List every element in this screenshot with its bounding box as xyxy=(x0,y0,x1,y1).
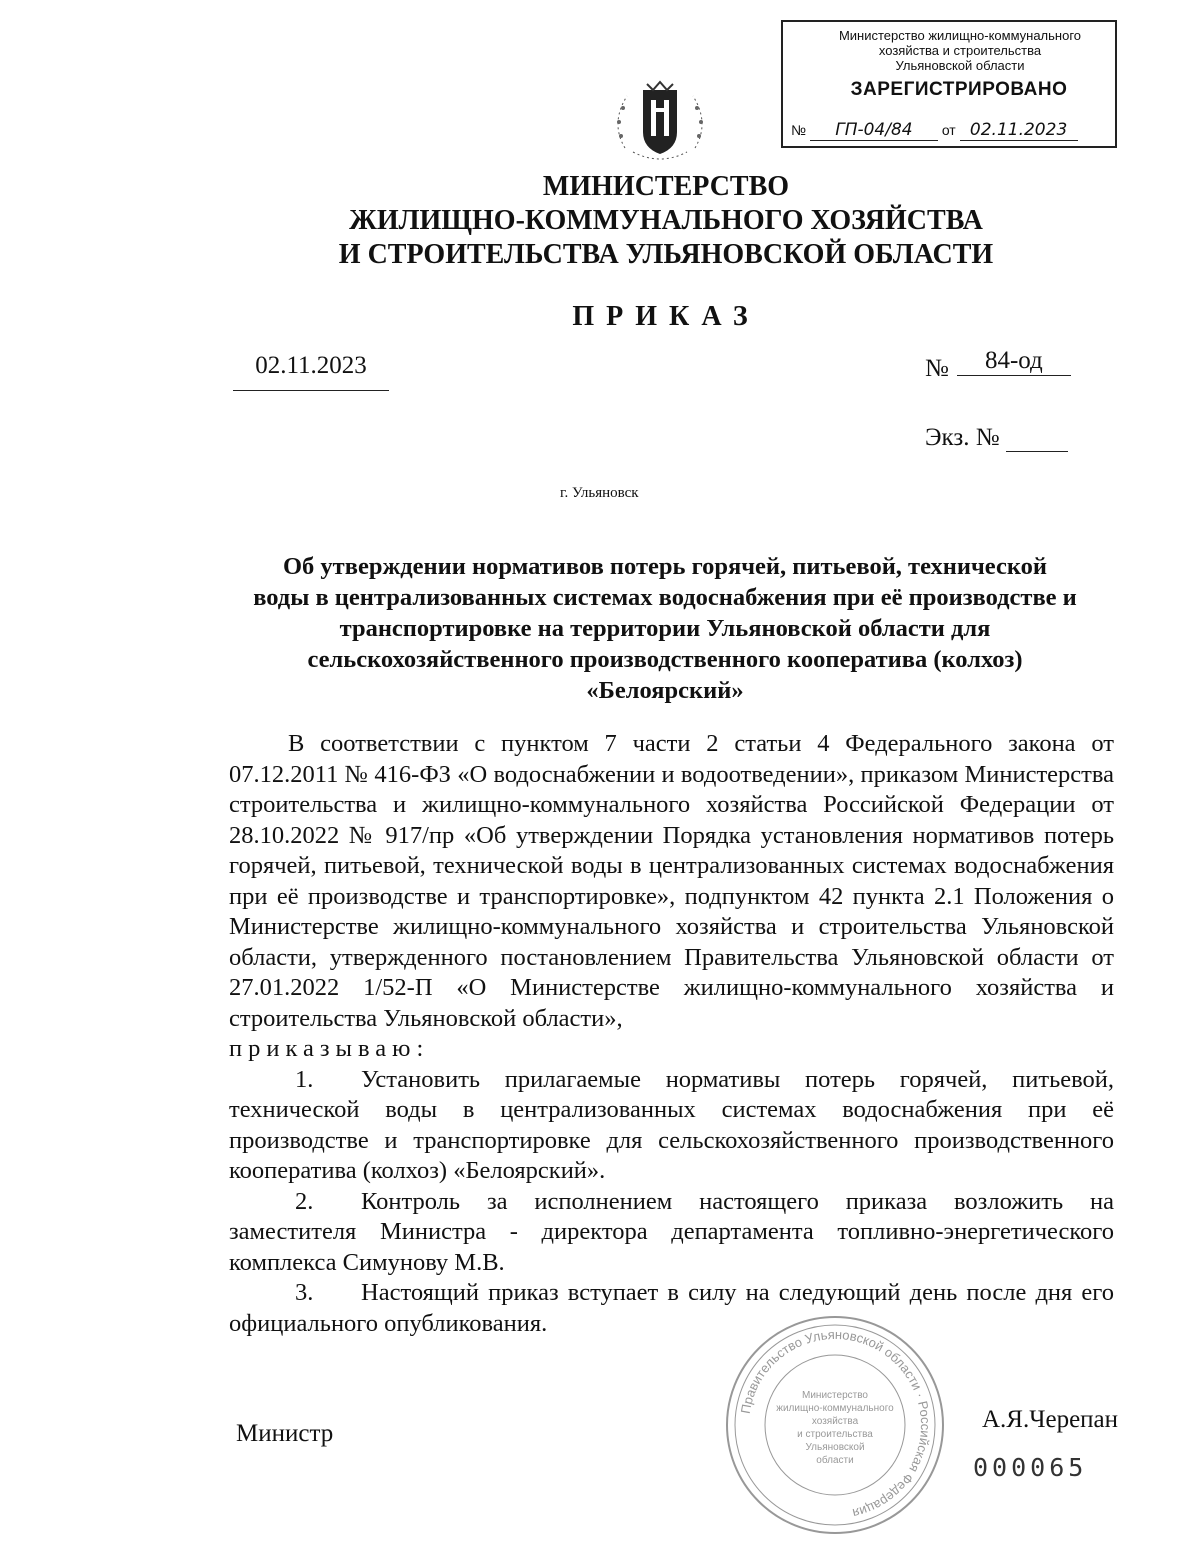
svg-text:Министерство: Министерство xyxy=(802,1390,868,1401)
svg-text:хозяйства: хозяйства xyxy=(811,1416,859,1427)
order-number-field: № 84-од xyxy=(925,355,1071,384)
order-item: 2. Контроль за исполнением настоящего приказа возложить на заместителя Министра - директора департамента топливно-энергетического комплекса Симунову М.В. xyxy=(229,1187,1114,1276)
registration-status: ЗАРЕГИСТРИРОВАНО xyxy=(850,79,1068,100)
copy-number-field: Экз. № xyxy=(925,424,1068,452)
signer-title: Министр xyxy=(236,1420,334,1447)
ministry-name: МИНИСТЕРСТВО ЖИЛИЩНО-КОММУНАЛЬНОГО ХОЗЯЙСТВА И СТРОИТЕЛЬСТВА УЛЬЯНОВСКОЙ ОБЛАСТИ xyxy=(338,171,994,270)
order-item: 3. Настоящий приказ вступает в силу на следующий день после дня его официального опубликования. xyxy=(229,1279,1114,1337)
official-seal xyxy=(720,1310,950,1540)
registration-stamp-org: Министерство жилищно-коммунального хозяйства и строительства Ульяновской области xyxy=(838,28,1082,73)
svg-text:Ульяновской: Ульяновской xyxy=(805,1442,865,1453)
city: г. Ульяновск xyxy=(560,485,639,501)
order-word: приказываю: xyxy=(229,1035,430,1062)
serial-number: 000065 xyxy=(973,1453,1088,1482)
svg-text:области: области xyxy=(816,1455,854,1466)
preamble: В соответствии с пунктом 7 части 2 статьи 4 Федерального закона от 07.12.2011 № 416-ФЗ «О водоснабжении и водоотведении», приказом Министерства строительства и жилищно-коммунального хозяйства Российской Федерации от 28.10.2022 № 917/пр «Об утверждении Порядка установления нормативов потерь горячей, питьевой, технической воды в централизованных системах водоснабжения при её производстве и транспортировке», подпунктом 42 пункта 2.1 Положения о Министерстве жилищно-коммунального хозяйства и строительства Ульяновской области, утвержденного постановлением Правительства Ульяновской области от 27.01.2022 1/52-П «О Министерстве жилищно-коммунального хозяйства и строительства Ульяновской области», xyxy=(229,730,1114,1032)
order-item: 1. Установить прилагаемые нормативы потерь горячей, питьевой, технической воды в централизованных системах водоснабжения при её производстве и транспортировке для сельскохозяйственного производственного кооператива (колхоз) «Белоярский». xyxy=(229,1065,1114,1184)
order-number: 84-од xyxy=(957,347,1071,376)
registration-stamp xyxy=(781,20,1117,148)
svg-text:и строительства: и строительства xyxy=(797,1429,873,1440)
svg-text:Правительство Ульяновской обла: Правительство Ульяновской области · Российская Федерация xyxy=(737,1326,934,1522)
order-subject: Об утверждении нормативов потерь горячей, питьевой, технической воды в централизованных системах водоснабжения при её производстве и транспортировке на территории Ульяновской области для сельскохозяйственного производственного кооператива (колхоз) «Белоярский» xyxy=(253,553,1077,704)
copy-number-blank xyxy=(1006,427,1068,452)
registration-number: ГП-04/84 xyxy=(810,120,938,141)
svg-text:жилищно-коммунального: жилищно-коммунального xyxy=(776,1403,894,1414)
registration-date: 02.11.2023 xyxy=(960,120,1078,141)
coat-of-arms-icon xyxy=(605,78,715,168)
order-date: 02.11.2023 xyxy=(233,352,389,391)
signer-name: А.Я.Черепан xyxy=(982,1406,1119,1433)
document-type: ПРИКАЗ xyxy=(572,301,760,332)
registration-number-row: № ГП-04/84 от 02.11.2023 xyxy=(791,120,1111,141)
order-body xyxy=(229,729,1114,1339)
